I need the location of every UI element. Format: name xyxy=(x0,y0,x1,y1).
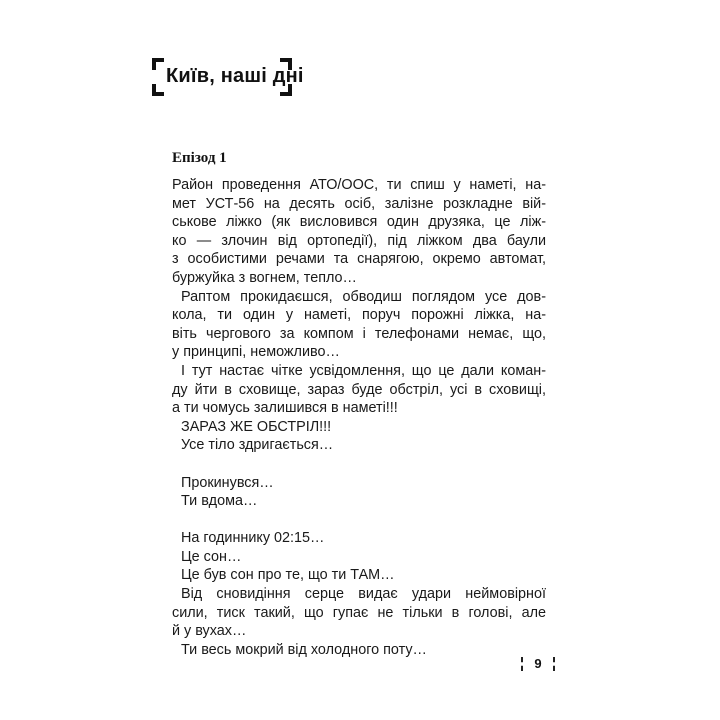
text-line: Усе тіло здригається… xyxy=(181,437,334,454)
chapter-title: Київ, наші дні xyxy=(166,65,304,87)
bracket-right-icon xyxy=(549,657,555,671)
bracket-corner-icon xyxy=(152,84,164,96)
text-line: Прокинувся… xyxy=(181,474,274,491)
blank-line xyxy=(172,511,546,530)
text-line: ськове ліжко (як висловився один друзяка, це ліж- xyxy=(172,214,546,231)
text-line: ко — злочин від ортопедії), під ліжком два баули xyxy=(172,232,546,249)
chapter-header xyxy=(152,58,304,96)
text-line: а ти чомусь залишився в наметі!!! xyxy=(172,400,398,417)
text-line: кола, ти один у наметі, поруч порожні ліжка, на- xyxy=(172,307,546,324)
text-line: ду йти в сховище, зараз буде обстріл, усі в сховищі, xyxy=(172,381,546,398)
text-line: у принципі, неможливо… xyxy=(172,344,340,361)
text-line: І тут настає чітке усвідомлення, що це дали коман- xyxy=(181,362,546,379)
text-line: віть чергового за компом і телефонами немає, що, xyxy=(172,325,546,342)
text-line: Ти вдома… xyxy=(181,493,258,510)
text-line: Раптом прокидаєшся, обводиш поглядом усе дов- xyxy=(181,288,546,305)
text-line: й у вухах… xyxy=(172,623,247,640)
bracket-corner-icon xyxy=(152,58,164,70)
text-line: Ти весь мокрий від холодного поту… xyxy=(181,641,427,658)
text-line: Від сновидіння серце видає удари неймовірної xyxy=(181,586,546,603)
text-line: сили, тиск такий, що гупає не тільки в голові, але xyxy=(172,604,546,621)
text-line: буржуйка з вогнем, тепло… xyxy=(172,269,357,286)
text-line: Це сон… xyxy=(181,548,242,565)
text-line: з особистими речами та снарягою, окремо автомат, xyxy=(172,251,546,268)
page-number xyxy=(521,655,555,673)
episode-title: Епізод 1 xyxy=(172,150,227,166)
page-number-value: 9 xyxy=(534,656,542,671)
text-line: Це був сон про те, що ти ТАМ… xyxy=(181,567,395,584)
blank-line xyxy=(172,455,546,474)
text-line: На годиннику 02:15… xyxy=(181,530,325,547)
body-text xyxy=(172,176,546,659)
text-line: мет УСТ-56 на десять осіб, залізне розкладне вій- xyxy=(172,195,546,212)
text-line: ЗАРАЗ ЖЕ ОБСТРІЛ!!! xyxy=(181,418,332,435)
text-line: Район проведення АТО/ООС, ти спиш у наметі, на- xyxy=(172,177,546,193)
